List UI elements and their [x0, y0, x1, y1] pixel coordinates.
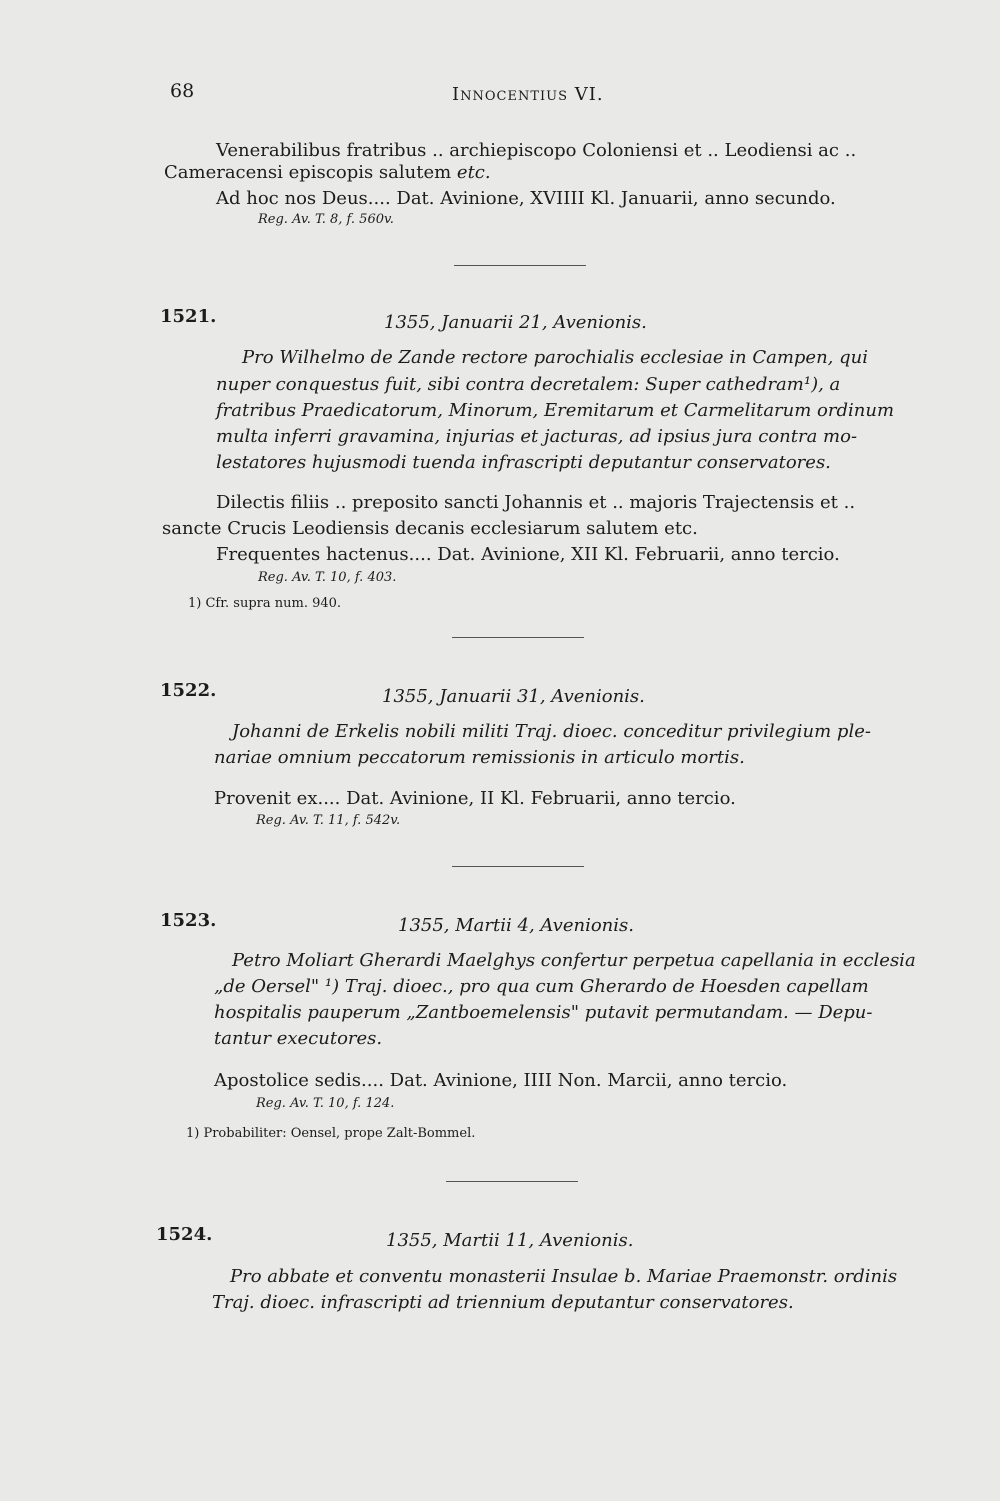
entry-summary-line: Pro abbate et conventu monasterii Insulae b. Mariae Praemonstr. ordinis: [230, 1266, 898, 1287]
entry-address-line: Dilectis filiis .. preposito sancti Johannis et .. majoris Trajectensis et ..: [216, 492, 856, 513]
entry-dat-line: Provenit ex.... Dat. Avinione, II Kl. Februarii, anno tercio.: [214, 788, 736, 809]
divider: [452, 866, 584, 867]
entry-date: 1355, Januarii 21, Avenionis.: [384, 312, 647, 333]
entry-summary-line: nuper conquestus fuit, sibi contra decretalem: Super cathedram¹), a: [216, 374, 841, 395]
entry-date: 1355, Martii 11, Avenionis.: [386, 1230, 634, 1251]
page-number: 68: [170, 80, 195, 102]
prev-dat-line: Ad hoc nos Deus.... Dat. Avinione, XVIIII Kl. Januarii, anno secundo.: [216, 188, 836, 209]
prev-address-line-1: Venerabilibus fratribus .. archiepiscopo Coloniensi et .. Leodiensi ac ..: [216, 140, 857, 161]
entry-summary-line: Pro Wilhelmo de Zande rectore parochialis ecclesiae in Campen, qui: [242, 347, 868, 368]
prev-address-etc: etc.: [456, 162, 491, 183]
entry-number: 1522.: [160, 680, 217, 701]
entry-number: 1524.: [156, 1224, 213, 1245]
entry-summary-line: fratribus Praedicatorum, Minorum, Eremitarum et Carmelitarum ordinum: [216, 400, 895, 421]
divider: [454, 265, 586, 266]
footnote: 1) Cfr. supra num. 940.: [188, 596, 342, 611]
entry-summary-line: Petro Moliart Gherardi Maelghys confertur perpetua capellania in ecclesia: [232, 950, 916, 971]
entry-reg: Reg. Av. T. 10, f. 124.: [256, 1096, 395, 1111]
divider: [446, 1181, 578, 1182]
entry-number: 1521.: [160, 306, 217, 327]
entry-date: 1355, Martii 4, Avenionis.: [398, 915, 634, 936]
entry-summary-line: Traj. dioec. infrascripti ad triennium deputantur conservatores.: [212, 1292, 794, 1313]
prev-reg: Reg. Av. T. 8, f. 560v.: [258, 212, 394, 227]
entry-summary-line: „de Oersel" ¹) Traj. dioec., pro qua cum Gherardo de Hoesden capellam: [214, 976, 869, 997]
running-title: Innocentius VI.: [452, 84, 604, 105]
entry-reg: Reg. Av. T. 10, f. 403.: [258, 570, 397, 585]
entry-summary-line: hospitalis pauperum „Zantboemelensis" putavit permutandam. — Depu-: [214, 1002, 873, 1023]
entry-date: 1355, Januarii 31, Avenionis.: [382, 686, 645, 707]
footnote: 1) Probabiliter: Oensel, prope Zalt-Bommel.: [186, 1126, 476, 1141]
entry-summary-line: lestatores hujusmodi tuenda infrascripti deputantur conservatores.: [216, 452, 831, 473]
entry-reg: Reg. Av. T. 11, f. 542v.: [256, 813, 401, 828]
entry-address-line: sancte Crucis Leodiensis decanis ecclesiarum salutem etc.: [162, 518, 698, 539]
entry-number: 1523.: [160, 910, 217, 931]
divider: [452, 637, 584, 638]
entry-summary-line: nariae omnium peccatorum remissionis in articulo mortis.: [214, 747, 745, 768]
entry-summary-line: multa inferri gravamina, injurias et jacturas, ad ipsius jura contra mo-: [216, 426, 858, 447]
entry-dat-line: Apostolice sedis.... Dat. Avinione, IIII Non. Marcii, anno tercio.: [214, 1070, 788, 1091]
prev-address-line-2: [164, 160, 491, 186]
prev-address-text: Cameracensi episcopis salutem: [164, 162, 457, 183]
entry-dat-line: Frequentes hactenus.... Dat. Avinione, XII Kl. Februarii, anno tercio.: [216, 544, 840, 565]
entry-summary-line: Johanni de Erkelis nobili militi Traj. dioec. conceditur privilegium ple-: [232, 721, 871, 742]
entry-summary-line: tantur executores.: [214, 1028, 383, 1049]
